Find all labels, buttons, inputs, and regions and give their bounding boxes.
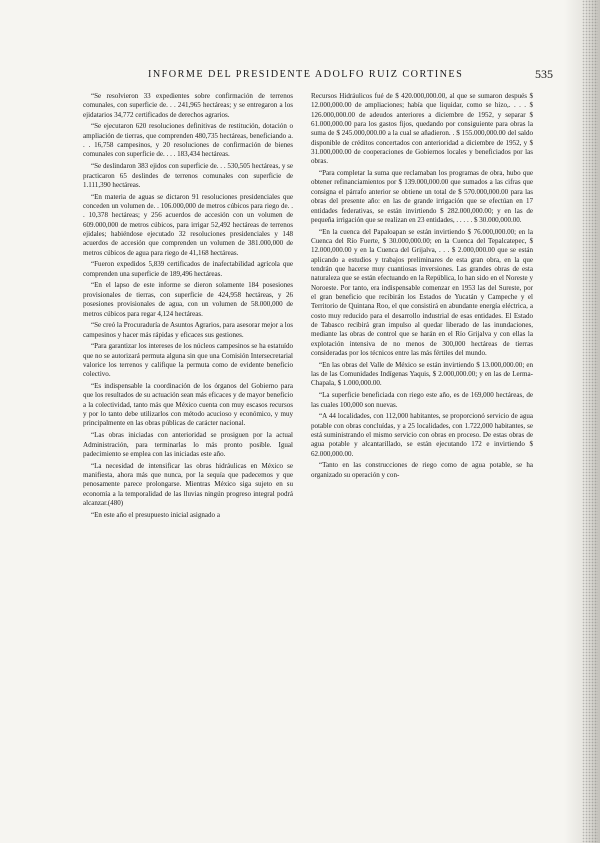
paragraph: “A 44 localidades, con 112,000 habitantes, se proporcionó servicio de agua potable con obras concluídas, y a 25 localidades, con 1.722,000 habitantes, se está suministrando el mismo servicio con obras en proceso. De estas obras de agua potable y alcantarillado, se están ejecutando 172 e invirtiendo $ 62.000,000.00. (311, 412, 533, 458)
paragraph: “Se creó la Procuraduría de Asuntos Agrarios, para asesorar mejor a los campesinos y hacer más rápidas y eficaces sus gestiones. (83, 321, 293, 339)
right-column (311, 92, 533, 482)
paragraph: “Para completar la suma que reclamaban los programas de obra, hubo que obtener refinanciamientos por $ 139.000,000.00 que sumados a las cifras que consigna el párrafo anterior se obtiene un total de $ 570.000,000.00 para las obras del presente año: en las de grande irrigación que se efectúan en 17 entidades federativas, se están invirtiendo $ 282.000,000.00; y en las de pequeña irrigación que se realizan en 23 entidades, . . . . . $ 30.000,000.00. (311, 169, 533, 224)
paragraph: “Fueron expedidos 5,839 certificados de inafectabilidad agrícola que comprenden una superficie de 189,496 hectáreas. (83, 260, 293, 278)
paragraph: “Tanto en las construcciones de riego como de agua potable, se ha organizado su operación y con- (311, 461, 533, 479)
paragraph: “En materia de aguas se dictaron 91 resoluciones presidenciales que conceden un volumen de. . 106.000,000 de metros cúbicos para riego de. . . 10,378 hectáreas; y 256 acuerdos de accesión con un volumen de 609.000,000 de metros cúbicos, para irrigar 52,492 hectáreas de terrenos ejidales; habiéndose ejecutado 32 resoluciones presidenciales y 148 acuerdos de accesión que comprenden un volumen de 381.000,000 de metros cúbicos de agua para riego de 41,168 hectáreas. (83, 192, 293, 257)
left-column (83, 92, 293, 522)
paragraph: Recursos Hidráulicos fué de $ 420.000,000.00, al que se sumaron después $ 12.000,000.00 de ampliaciones; había que liquidar, como se hizo,. . . . $ 126.000,000.00 de adeudos anteriores a diciembre de 1952, y separar $ 61.000,000.00 para los gastos fijos, quedando por consiguiente para obras la suma de $ 245.000,000.00 a la cual se añadieron. . $ 155.000,000.00 del saldo disponible de créditos concertados con anterioridad a diciembre de 1952, y $ 31.000,000.00 de cooperaciones de Gobiernos locales y beneficiados por las obras. (311, 92, 533, 166)
paragraph: “Se deslindaron 383 ejidos con superficie de. . . 530,505 hectáreas, y se practicaron 65 deslindes de terrenos comunales con superficie de 1.111,390 hectáreas. (83, 162, 293, 189)
paragraph: “Es indispensable la coordinación de los órganos del Gobierno para que los resultados de su actuación sean más eficaces y de mayor beneficio a la colectividad, tanto más que México cuenta con muy escasos recursos y por lo tanto debe utilizarlos con método acucioso y económico, y muy principalmente en las obras públicas de carácter nacional. (83, 382, 293, 428)
paragraph: “Las obras iniciadas con anterioridad se prosiguen por la actual Administración, para terminarlas lo más pronto posible. Igual padecimiento se emplea con las iniciadas este año. (83, 431, 293, 458)
paragraph: “Para garantizar los intereses de los núcleos campesinos se ha estatuído que no se autorizará permuta alguna sin que una Comisión Intersecretarial valorice los terrenos y califique la permuta como de evidente beneficio colectivo. (83, 342, 293, 379)
running-header (148, 67, 553, 83)
paragraph: “En la cuenca del Papaloapan se están invirtiendo $ 76.000,000.00; en la Cuenca del Río Fuerte, $ 30.000,000.00; en la Cuenca del Tepalcatepec, $ 12.000,000.00 y en la Cuenca del Grijalva, . . . $ 2.000,000.00 que se están aplicando a estudios y trabajos preliminares de esta gran obra, en la que tendrán que hacerse muy cuantiosas inversiones. Las grandes obras de esta naturaleza que se están efectuando en la República, lo han sido en el Noreste y Noroeste. Por tanto, era indispensable comenzar en 1953 las del Sureste, por el gran beneficio que recibirán los Estados de Yucatán y Campeche y el Territorio de Quintana Roo, el que consistirá en abundante energía eléctrica, a costo muy reducido para el desarrollo industrial de esas entidades. El Estado de Tabasco recibirá gran impulso al quedar liberado de las inundaciones, mediante las obras de control que se harán en el Río Grijalva y con ellas la explotación intensiva de no menos de 300,000 hectáreas de tierras consideradas por los técnicos entre las más fértiles del mundo. (311, 227, 533, 358)
paragraph: “En este año el presupuesto inicial asignado a (91, 510, 220, 519)
paragraph: “La necesidad de intensificar las obras hidráulicas en México se manifiesta, ahora más que nunca, por la sequía que padecemos y que penosamente parece prolongarse. Mientras México siga sujeto en su economía a la temporalidad de las lluvias ningún progreso integral podrá alcanzar.(480) (83, 461, 293, 507)
paragraph: “En las obras del Valle de México se están invirtiendo $ 13.000,000.00; en las de las Comunidades Indígenas Yaquis, $ 2.000,000.00; y en las de Lerma-Chapala, $ 1.000,000.00. (311, 360, 533, 388)
paragraph: “La superficie beneficiada con riego este año, es de 169,000 hectáreas, de las cuales 100,000 son nuevas. (311, 391, 533, 409)
paragraph: “Se ejecutaron 620 resoluciones definitivas de restitución, dotación o ampliación de tierras, que comprenden 480,735 hectáreas, beneficiando a. . . 16,758 campesinos, y 20 resoluciones de confirmación de bienes comunales con superficie de. . . . 183,434 hectáreas. (83, 122, 293, 159)
page-number: 535 (535, 67, 553, 81)
header-title: INFORME DEL PRESIDENTE ADOLFO RUIZ CORTINES (148, 69, 464, 80)
paragraph: “Se resolvieron 33 expedientes sobre confirmación de terrenos comunales, con superficie de. . . 241,965 hectáreas; y se entregaron a los ejidatarios 34,772 certificados de derechos agrarios. (83, 92, 293, 119)
paragraph: “En el lapso de este informe se dieron solamente 184 posesiones provisionales de tierras, con superficie de 424,958 hectáreas, y 26 posesiones provisionales de agua, con un volumen de 58.000,000 de metros cúbicos para regar 4,124 hectáreas. (83, 281, 293, 318)
scan-noise-edge (582, 0, 598, 843)
